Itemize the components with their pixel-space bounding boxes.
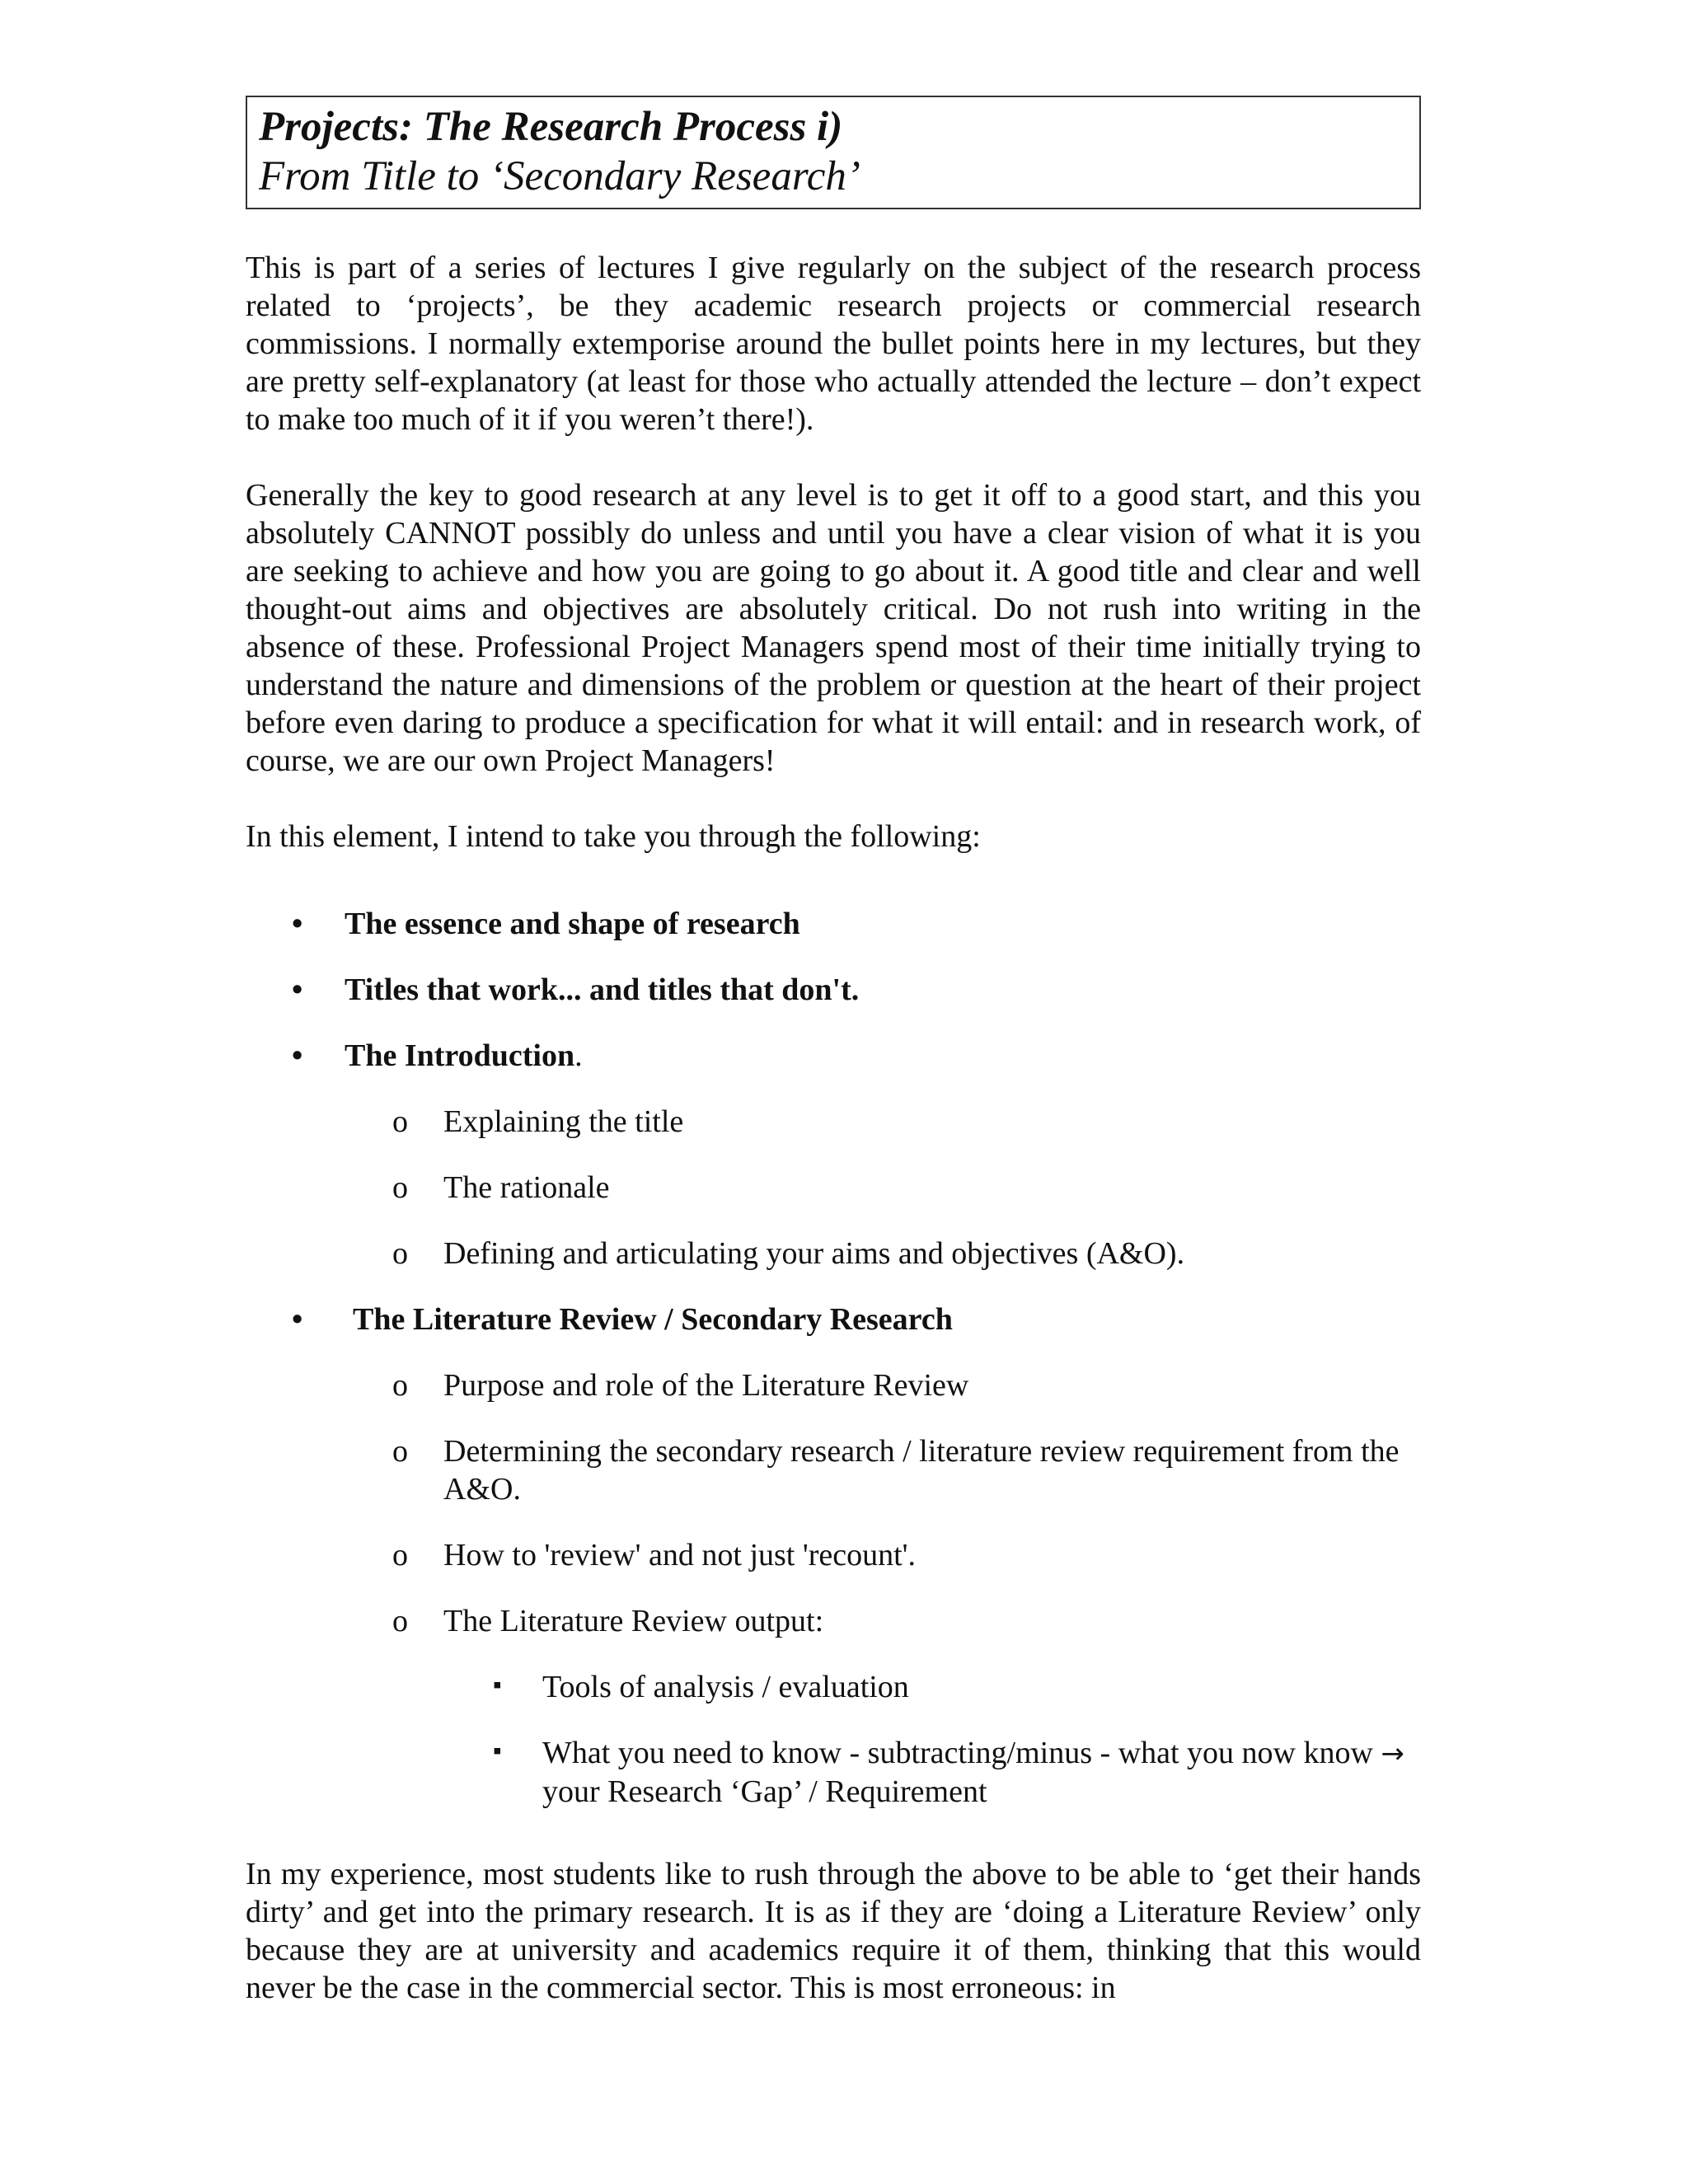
sub-list (345, 1366, 1421, 1811)
sub-list-item (345, 1235, 1421, 1272)
list-item-label: Titles that work... and titles that don't. (345, 972, 860, 1008)
circle-bullet-icon: o (392, 1538, 408, 1573)
sub-list-item (345, 1103, 1421, 1141)
bullet-icon: • (292, 972, 303, 1008)
list-item-suffix: . (574, 1038, 583, 1074)
sub-list-item-label: Explaining the title (443, 1104, 684, 1140)
sub-list-item-label: The rationale (443, 1170, 610, 1206)
circle-bullet-icon: o (392, 1434, 408, 1469)
bullet-icon: • (292, 1302, 303, 1338)
list-item-label: The Introduction (345, 1038, 575, 1074)
nested-list-item-label: Tools of analysis / evaluation (542, 1670, 909, 1705)
sub-list-item (345, 1432, 1421, 1508)
sub-list-item-label: The Literature Review output: (443, 1604, 824, 1639)
list-item (246, 905, 1421, 943)
key-paragraph: Generally the key to good research at any level is to get it off to a good start, and this you absolutely CANNOT possibly do unless and until you have a clear vision of what it is you are seeking to achieve and how you are going to go about it. A good title and clear and well thought-out aims and objectives are absolutely critical. Do not rush into writing in the absence of these. Professional Project Managers spend most of their time initially trying to understand the nature and dimensions of the problem or question at the heart of their project before even daring to produce a specification for what it will entail: and in research work, of course, we are our own Project Managers! (246, 478, 1421, 779)
nested-list-item (443, 1668, 1421, 1706)
nested-list-item-label-continued: your Research ‘Gap’ / Requirement (542, 1774, 987, 1810)
circle-bullet-icon: o (392, 1236, 408, 1272)
circle-bullet-icon: o (392, 1104, 408, 1140)
sub-list-item (345, 1602, 1421, 1811)
intro-paragraph: This is part of a series of lectures I give regularly on the subject of the research process related to ‘projects’, be they academic research projects or commercial research commissions. I normally extemporise around the bullet points here in my lectures, but they are pretty self-explanatory (at least for those who actually attended the lecture – don’t expect to make too much of it if you weren’t there!). (246, 251, 1421, 438)
document-subtitle: From Title to ‘Secondary Research’ (259, 153, 860, 200)
square-bullet-icon: ▪ (493, 1737, 502, 1765)
list-item (246, 1301, 1421, 1811)
sub-list (345, 1103, 1421, 1272)
document-title: Projects: The Research Process i) (259, 104, 843, 150)
sub-list-item (345, 1366, 1421, 1404)
square-bullet-icon: ▪ (493, 1671, 502, 1699)
list-item-label: The Literature Review / Secondary Research (353, 1302, 953, 1338)
closing-paragraph: In my experience, most students like to rush through the above to be able to ‘get their hands dirty’ and get into the primary research. It is as if they are ‘doing a Literature Review’ only because they are at university and academics require it of them, thinking that this would never be the case in the commercial sector. This is most erroneous: in (246, 1857, 1421, 2006)
sub-list-item-label: Defining and articulating your aims and objectives (A&O). (443, 1236, 1185, 1272)
nested-sub-list (443, 1668, 1421, 1811)
nested-list-item-label: What you need to know - subtracting/minus - what you now know (542, 1736, 1381, 1771)
list-item (246, 1037, 1421, 1272)
sub-list-item-label: Determining the secondary research / literature review requirement from the A&O. (443, 1434, 1400, 1507)
sub-list-item (345, 1536, 1421, 1574)
nested-list-item (443, 1734, 1421, 1811)
circle-bullet-icon: o (392, 1604, 408, 1639)
topic-list (246, 905, 1421, 1811)
document-page (246, 96, 1421, 2007)
lead-in-paragraph: In this element, I intend to take you through the following: (246, 819, 981, 855)
list-item (246, 971, 1421, 1009)
circle-bullet-icon: o (392, 1368, 408, 1404)
title-box (246, 96, 1421, 209)
list-item-label: The essence and shape of research (345, 907, 800, 942)
sub-list-item-label: How to 'review' and not just 'recount'. (443, 1538, 916, 1573)
right-arrow-icon: → (1381, 1737, 1404, 1771)
bullet-icon: • (292, 907, 303, 942)
bullet-icon: • (292, 1038, 303, 1074)
sub-list-item-label: Purpose and role of the Literature Review (443, 1368, 969, 1404)
sub-list-item (345, 1169, 1421, 1207)
circle-bullet-icon: o (392, 1170, 408, 1206)
